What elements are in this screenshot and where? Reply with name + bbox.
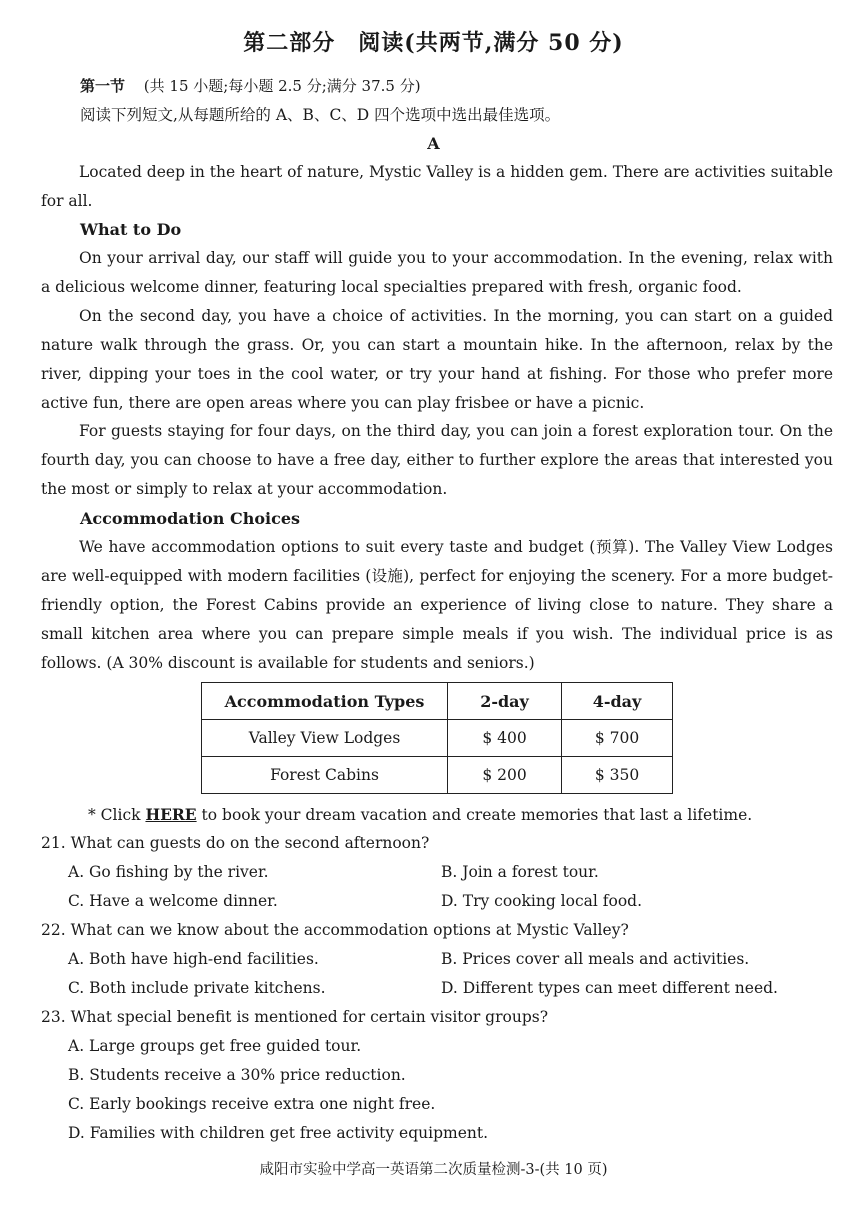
section-heading (80, 75, 421, 96)
question-23: 23. What special benefit is mentioned for certain visitor groups? (41, 1008, 549, 1026)
option-22-d[interactable]: D. Different types can meet different need. (441, 979, 778, 997)
here-link[interactable]: HERE (145, 805, 197, 824)
header-2day: 2-day (448, 683, 562, 720)
cell-type: Forest Cabins (202, 757, 448, 794)
option-21-d[interactable]: D. Try cooking local food. (441, 892, 643, 910)
table-row (202, 757, 673, 794)
cell-type: Valley View Lodges (202, 720, 448, 757)
option-23-d[interactable]: D. Families with children get free activity equipment. (68, 1124, 489, 1142)
paragraph-accommodation: We have accommodation options to suit every taste and budget (预算). The Valley View Lodges are well-equipped with modern facilities (设施), perfect for enjoying the scenery. For a more budget-friendly option, the Forest Cabins provide an experience of living close to nature. They share a small kitchen area where you can prepare simple meals if you wish. The individual price is as follows. (A 30% discount is available for students and seniors.) (41, 538, 833, 672)
intro-line-1: Located deep in the heart of nature, Mystic Valley is a hidden gem. There are activities suitable (79, 163, 833, 181)
option-23-c[interactable]: C. Early bookings receive extra one night free. (68, 1095, 436, 1113)
cell-4day: $ 350 (562, 757, 673, 794)
paragraph-second-day: On the second day, you have a choice of activities. In the morning, you can start on a guided nature walk through the grass. Or, you can start a mountain hike. In the afternoon, relax by the river, dipping your toes in the cool water, or try your hand at fishing. For those who prefer more active fun, there are open areas where you can play frisbee or have a picnic. (41, 307, 833, 412)
paragraph-four-days: For guests staying for four days, on the third day, you can join a forest exploration tour. On the fourth day, you can choose to have a free day, either to further explore the areas that interested you the most or simply to relax at your accommodation. (41, 422, 833, 498)
option-22-a[interactable]: A. Both have high-end facilities. (68, 950, 319, 968)
paragraph-arrival-day: On your arrival day, our staff will guide you to your accommodation. In the evening, relax with a delicious welcome dinner, featuring local specialties prepared with fresh, organic food. (41, 249, 833, 296)
option-21-c[interactable]: C. Have a welcome dinner. (68, 892, 278, 910)
question-22: 22. What can we know about the accommodation options at Mystic Valley? (41, 921, 629, 939)
cell-4day: $ 700 (562, 720, 673, 757)
page-footer: 咸阳市实验中学高一英语第二次质量检测-3-(共 10 页) (259, 1162, 608, 1178)
option-22-c[interactable]: C. Both include private kitchens. (68, 979, 326, 997)
cell-2day: $ 400 (448, 720, 562, 757)
question-21: 21. What can guests do on the second afternoon? (41, 834, 430, 852)
table-row (202, 720, 673, 757)
note-suffix: to book your dream vacation and create memories that last a lifetime. (196, 806, 753, 824)
booking-note (88, 805, 752, 824)
passage-letter: A (427, 134, 440, 153)
option-21-a[interactable]: A. Go fishing by the river. (68, 863, 269, 881)
part-title: 第二部分 阅读(共两节,满分 50 分) (243, 30, 624, 56)
option-23-b[interactable]: B. Students receive a 30% price reduction. (68, 1066, 406, 1084)
price-table (201, 682, 673, 794)
cell-2day: $ 200 (448, 757, 562, 794)
heading-accommodation: Accommodation Choices (80, 509, 301, 528)
option-22-b[interactable]: B. Prices cover all meals and activities. (441, 950, 750, 968)
header-4day: 4-day (562, 683, 673, 720)
section-info: (共 15 小题;每小题 2.5 分;满分 37.5 分) (143, 77, 421, 95)
table-header-row (202, 683, 673, 720)
note-prefix: * Click (88, 806, 146, 824)
intro-line-2: for all. (41, 192, 93, 210)
header-type: Accommodation Types (202, 683, 448, 720)
option-23-a[interactable]: A. Large groups get free guided tour. (68, 1037, 362, 1055)
heading-what-to-do: What to Do (80, 220, 182, 239)
section-label: 第一节 (80, 77, 126, 95)
option-21-b[interactable]: B. Join a forest tour. (441, 863, 599, 881)
section-instruction: 阅读下列短文,从每题所给的 A、B、C、D 四个选项中选出最佳选项。 (80, 106, 561, 124)
